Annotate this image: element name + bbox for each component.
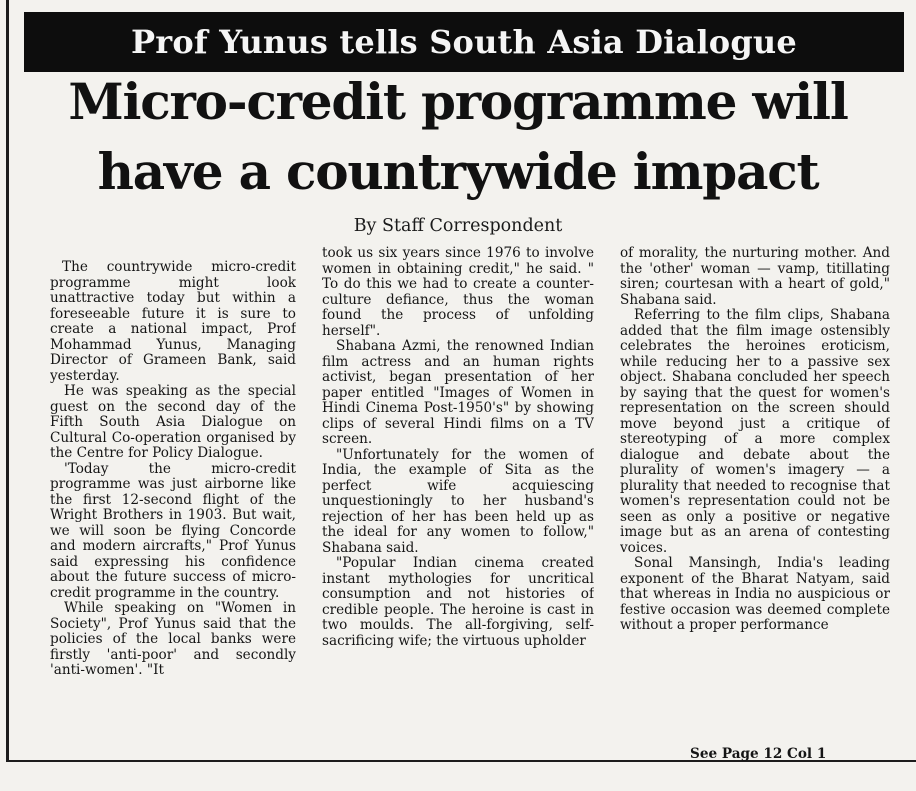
paragraph: While speaking on "Women in Society", Prof Yunus said that the policies of the local banks were firstly 'anti-poor' and secondly 'anti-women'. "It [50, 600, 296, 678]
headline-line-2: have a countrywide impact [97, 142, 819, 201]
paragraph: Referring to the film clips, Shabana added that the film image ostensibly celebrates the heroines eroticism, while reducing her to a passive sex object. Shabana concluded her speech by saying that the quest for women's representation on the screen should move beyond just a critique of stereotyping of a more complex dialogue and debate about the plurality of women's imagery — a plurality that needed to recognise that women's representation could not be seen as only a positive or negative image but as an arena of contesting voices. [620, 307, 890, 556]
headline-line-1: Micro-credit programme will [68, 72, 848, 131]
paragraph: He was speaking as the special guest on the second day of the Fifth South Asia Dialogue on Cultural Co-operation organised by the Centre for Policy Dialogue. [50, 383, 296, 461]
continuation-note: See Page 12 Col 1 [690, 746, 827, 762]
paragraph: The countrywide micro-credit programme might look unattractive today but within a foreseeable future it is sure to create a national impact, Prof Mohammad Yunus, Managing Director of Grameen Bank, said yesterday. [50, 260, 296, 384]
kicker-banner: Prof Yunus tells South Asia Dialogue [24, 12, 904, 72]
paragraph: of morality, the nurturing mother. And the 'other' woman — vamp, titillating siren; courtesan with a heart of gold," Shabana said. [620, 246, 890, 308]
article-column-3 [620, 246, 890, 766]
byline: By Staff Correspondent [353, 216, 563, 236]
paragraph: Sonal Mansingh, India's leading exponent of the Bharat Natyam, said that whereas in India no auspicious or festive occasion was deemed complete without a proper performance [620, 555, 890, 633]
paragraph: took us six years since 1976 to involve women in obtaining credit," he said. " To do this we had to create a counter-culture defiance, thus the woman found the process of unfolding herself". [322, 246, 594, 339]
paragraph: "Popular Indian cinema created instant mythologies for uncritical consumption and not histories of credible people. The heroine is cast in two moulds. The all-forgiving, self-sacrificing wife; the virtuous upholder [322, 555, 594, 649]
paragraph: "Unfortunately for the women of India, the example of Sita as the perfect wife acquiescing unquestioningly to her husband's rejection of her has been held up as the ideal for any women to follow," Shabana said. [322, 446, 594, 556]
paragraph: 'Today the micro-credit programme was just airborne like the first 12-second flight of the Wright Brothers in 1903. But wait, we will soon be flying Concorde and modern aircrafts," Prof Yunus said expressing his confidence about the future success of micro-credit programme in the country. [50, 460, 296, 601]
paragraph: Shabana Azmi, the renowned Indian film actress and an human rights activist, began presentation of her paper entitled "Images of Women in Hindi Cinema Post-1950's" by showing clips of several Hindi films on a TV screen. [322, 338, 594, 447]
article-column-1 [50, 260, 296, 780]
article-column-2 [322, 246, 594, 766]
